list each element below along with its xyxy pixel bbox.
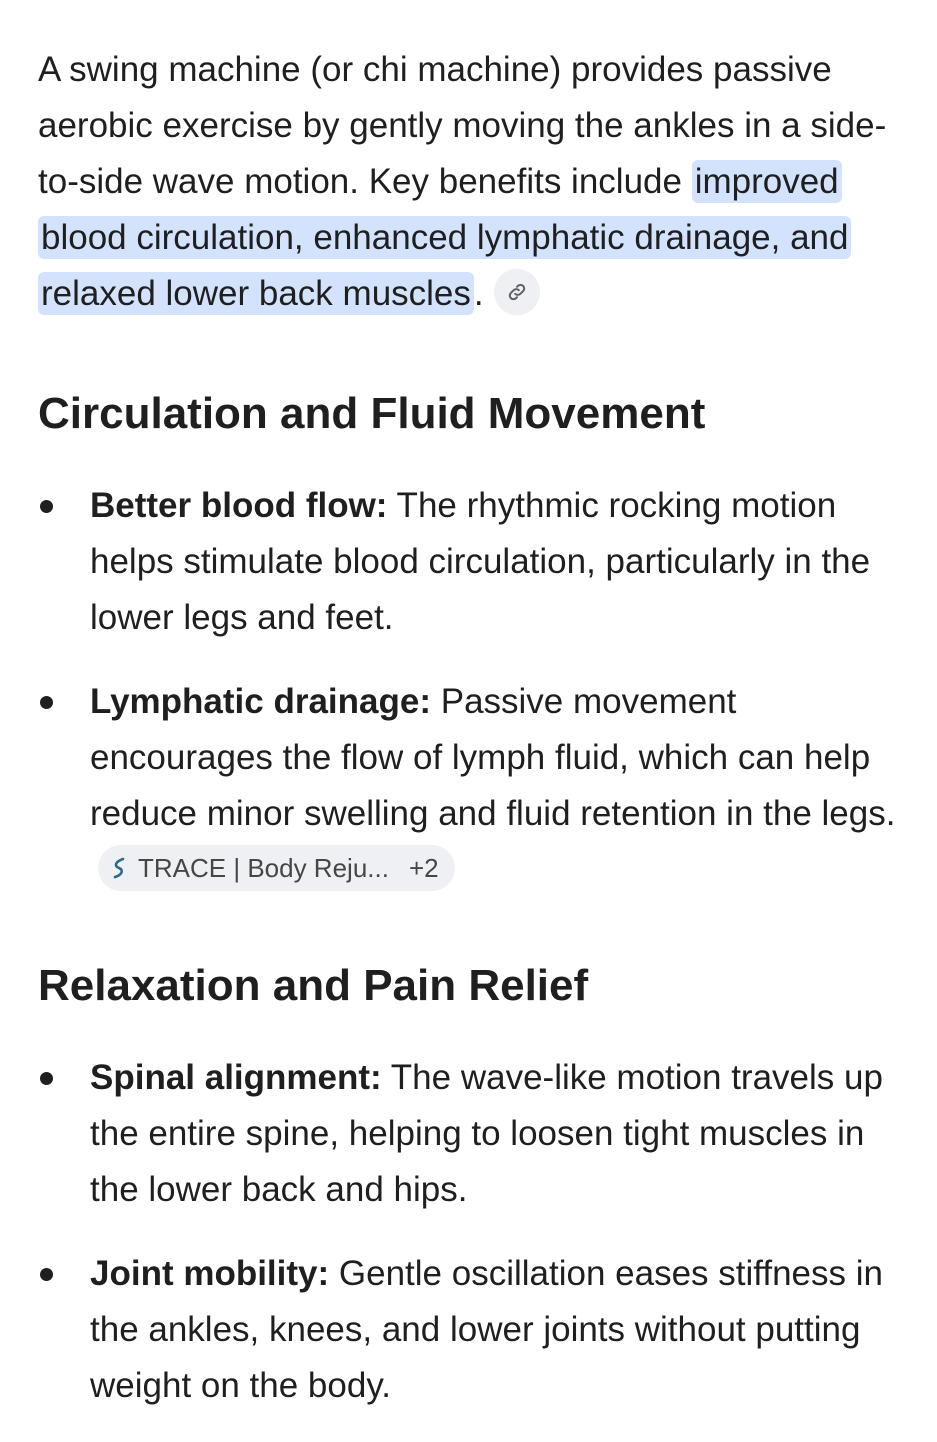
intro-period: .	[473, 274, 484, 313]
source-label: TRACE | Body Reju...	[138, 852, 389, 883]
source-logo-icon	[110, 856, 128, 880]
response-content	[38, 42, 908, 1442]
list-item-joint	[38, 1246, 908, 1414]
item-term: Lymphatic drainage:	[90, 682, 431, 721]
intro-paragraph	[38, 42, 908, 322]
item-text: The wave-like motion travels up the entire spine, helping to loosen tight muscles in the lower back and hips.	[90, 1058, 883, 1209]
item-term: Joint mobility:	[90, 1254, 330, 1293]
bullet-dot	[40, 1268, 53, 1281]
item-term: Better blood flow:	[90, 486, 388, 525]
link-button[interactable]	[494, 269, 540, 315]
bullet-dot	[40, 1072, 53, 1085]
bullet-dot	[40, 500, 53, 513]
bullet-dot	[40, 696, 53, 709]
source-chip[interactable]	[98, 845, 455, 891]
list-item-lymphatic	[38, 674, 908, 898]
item-term: Spinal alignment:	[90, 1058, 382, 1097]
highlighted-summary[interactable]: improved blood circulation, enhanced lymphatic drainage, and relaxed lower back muscles	[38, 160, 851, 315]
source-more-count: +2	[408, 852, 439, 883]
list-item-blood-flow	[38, 478, 908, 646]
item-text: Gentle oscillation eases stiffness in the ankles, knees, and lower joints without putting weight on the body.	[90, 1254, 883, 1405]
item-text: The rhythmic rocking motion helps stimulate blood circulation, particularly in the lower legs and feet.	[90, 486, 871, 637]
link-icon	[506, 281, 528, 303]
intro-text: A swing machine (or chi machine) provides passive aerobic exercise by gently moving the ankles in a side-to-side wave motion. Key benefits include	[38, 50, 887, 201]
relaxation-list	[38, 1050, 908, 1414]
section-heading-relaxation: Relaxation and Pain Relief	[38, 961, 589, 1010]
section-heading-circulation: Circulation and Fluid Movement	[38, 389, 706, 438]
circulation-list	[38, 478, 908, 898]
item-text: Passive movement encourages the flow of lymph fluid, which can help reduce minor swelling and fluid retention in the legs.	[90, 682, 896, 833]
list-item-spinal	[38, 1050, 908, 1218]
